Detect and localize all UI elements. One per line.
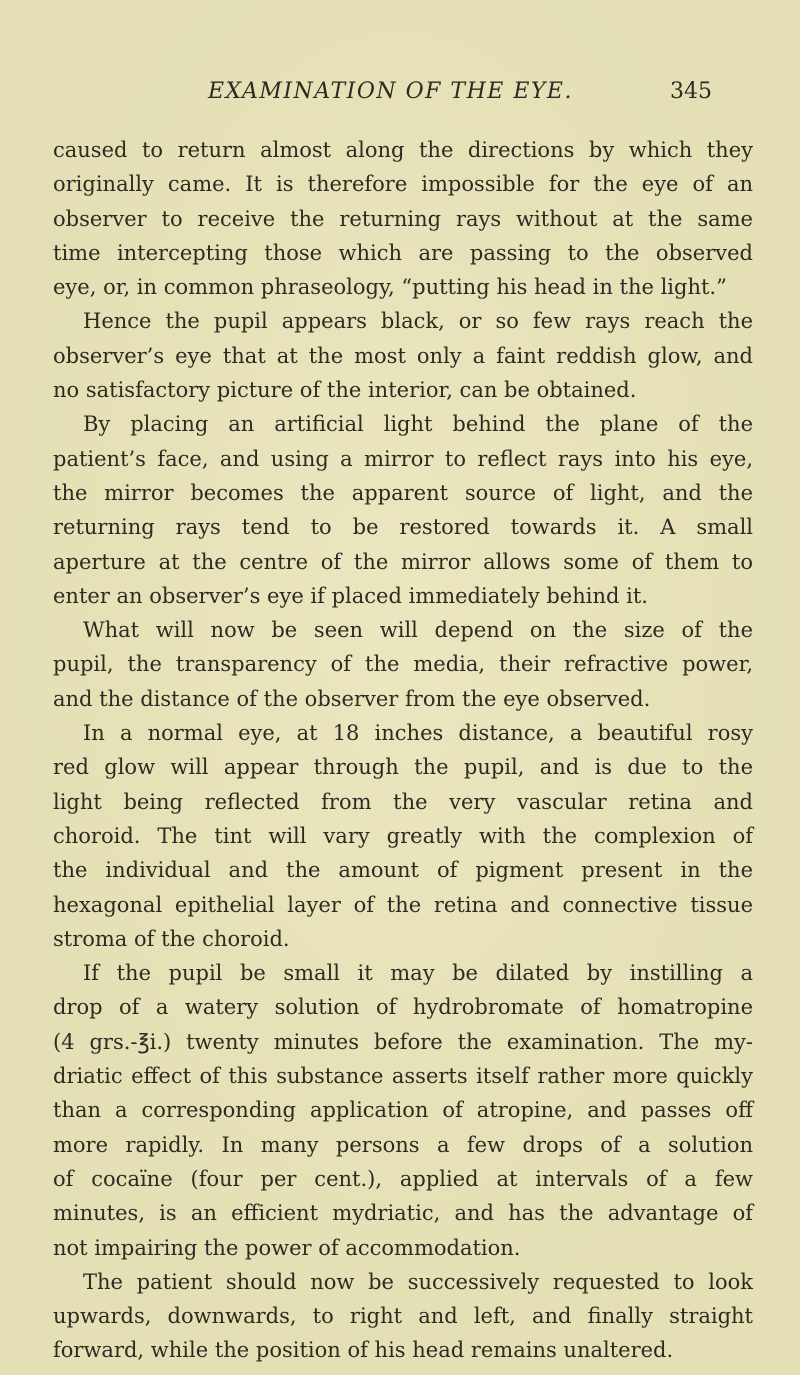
text-line: the mirror becomes the apparent source of light, and the <box>53 480 753 505</box>
text-line: not impairing the power of accommodation. <box>53 1235 521 1260</box>
text-line: than a corresponding application of atropine, and passes off <box>53 1098 753 1123</box>
text-line: drop of a watery solution of hydrobromate of homatropine <box>53 995 753 1020</box>
text-line: (4 grs.-℥i.) twenty minutes before the examination. The my- <box>53 1029 753 1054</box>
page-number: 345 <box>670 79 712 104</box>
text-line: aperture at the centre of the mirror allows some of them to <box>53 549 753 574</box>
text-line: minutes, is an efficient mydriatic, and has the advantage of <box>53 1201 753 1226</box>
text-line: pupil, the transparency of the media, their refractive power, <box>53 652 753 677</box>
body-text <box>53 133 753 1368</box>
text-line: caused to return almost along the directions by which they <box>53 138 753 162</box>
text-line: eye, or, in common phraseology, “putting his head in the light.” <box>53 275 727 300</box>
text-line: no satisfactory picture of the interior, can be obtained. <box>53 378 637 403</box>
text-line: Hence the pupil appears black, or so few rays reach the <box>83 309 753 334</box>
text-line: and the distance of the observer from the eye observed. <box>53 686 651 711</box>
text-line: driatic effect of this substance asserts itself rather more quickly <box>53 1064 753 1089</box>
text-line: stroma of the choroid. <box>53 926 290 951</box>
text-line: choroid. The tint will vary greatly with the complexion of <box>53 823 753 848</box>
text-line: the individual and the amount of pigment present in the <box>53 858 753 883</box>
text-line: more rapidly. In many persons a few drops of a solution <box>53 1132 753 1157</box>
text-line: observer’s eye that at the most only a faint reddish glow, and <box>53 343 753 368</box>
text-line: In a normal eye, at 18 inches distance, a beautiful rosy <box>83 721 753 746</box>
text-line: enter an observer’s eye if placed immediately behind it. <box>53 583 648 608</box>
text-line: hexagonal epithelial layer of the retina and connective tissue <box>53 892 753 917</box>
text-line: time intercepting those which are passing to the observed <box>53 240 753 265</box>
text-line: light being reflected from the very vascular retina and <box>53 789 753 814</box>
running-head <box>0 76 800 108</box>
text-line: of cocaïne (four per cent.), applied at intervals of a few <box>53 1166 753 1191</box>
running-title: EXAMINATION OF THE EYE. <box>208 79 573 104</box>
text-line: If the pupil be small it may be dilated by instilling a <box>83 961 753 986</box>
text-line: What will now be seen will depend on the size of the <box>83 618 753 643</box>
text-line: By placing an artificial light behind the plane of the <box>83 412 753 437</box>
text-line: red glow will appear through the pupil, and is due to the <box>53 755 753 780</box>
text-line: patient’s face, and using a mirror to reflect rays into his eye, <box>53 446 753 471</box>
text-line: observer to receive the returning rays without at the same <box>53 206 753 231</box>
text-line: The patient should now be successively requested to look <box>83 1269 753 1294</box>
text-line: upwards, downwards, to right and left, and finally straight <box>53 1304 753 1329</box>
text-line: forward, while the position of his head remains unaltered. <box>53 1338 674 1363</box>
text-line: returning rays tend to be restored towards it. A small <box>53 515 753 540</box>
text-line: originally came. It is therefore impossible for the eye of an <box>53 172 753 197</box>
